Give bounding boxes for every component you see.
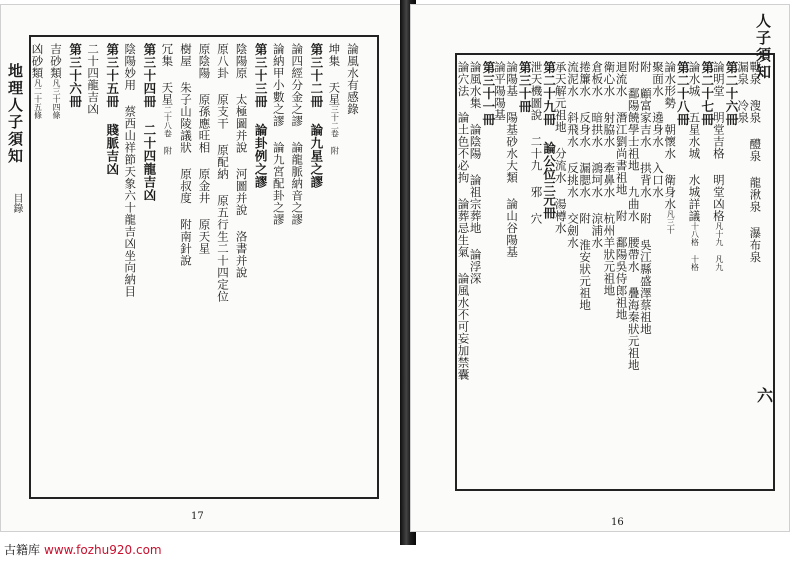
right-column-14 (579, 61, 591, 311)
left-page-number: 17 (191, 511, 204, 522)
right-column-23 (469, 61, 481, 285)
right-column-text: 衛心水 射脇水 牽鼻水 杭州羊狀元祖地 (602, 61, 617, 297)
right-column-annotation: 凡十九 凡九 (714, 222, 724, 271)
left-column-text: 吉砂類 (49, 43, 64, 79)
right-column-text: 論穴法 論土色不必拘 論葬忌生氣 論風水不可妄加禁囊 (456, 61, 471, 381)
right-column-annotation: 凡三十 (666, 210, 676, 234)
right-column-text: 第三十冊 (517, 61, 533, 113)
left-column-7 (217, 43, 229, 303)
left-page (0, 4, 402, 532)
right-corner-mark: 六 (757, 386, 774, 405)
left-column-10 (161, 43, 173, 155)
left-column-4 (272, 43, 284, 226)
right-margin-title: 人子須知 (754, 13, 772, 81)
left-column-text: 第三十四冊 二十四龍吉凶 (141, 43, 157, 202)
right-column-text: 流泥水 斜飛水 反挑水 交劍水 (565, 61, 580, 249)
left-column-16 (50, 43, 62, 119)
right-column-15 (566, 61, 578, 249)
left-column-text: 凶砂類 (30, 43, 45, 79)
left-column-annotation: 三十二卷 附 (330, 105, 340, 155)
left-column-text: 第三十六冊 (67, 43, 83, 108)
right-column-17 (542, 61, 555, 220)
right-column-text: 戰泉 溲泉 醴泉 龍湫泉 瀑布泉 (748, 61, 763, 263)
right-column-22 (481, 61, 494, 126)
left-column-annotation: 凡三十四條 (52, 79, 62, 119)
right-column-text: 迴流水 潛江劉尚書祖地 附 鄱陽吳侍郎祖地 (614, 61, 629, 321)
right-column-19 (518, 61, 531, 113)
right-column-text: 論平陽陽基 (492, 61, 507, 121)
right-column-text: 論水城 五星水城 水城詳議 (687, 61, 702, 222)
left-column-17 (31, 43, 43, 119)
right-column-text: 附 顧富家吉水 拱背水 附 吳江縣盛澤蔡祖地 (638, 61, 653, 335)
left-column-11 (142, 43, 155, 202)
left-column-8 (198, 43, 210, 255)
right-column-text: 第三十一冊 (480, 61, 496, 126)
left-column-text: 第三十三冊 論卦例之謬 (253, 43, 269, 189)
left-margin-title: 地理人子須知 (6, 63, 24, 165)
left-column-text: 二十四龍吉凶 (86, 43, 101, 115)
right-column-10 (627, 61, 639, 371)
right-column-text: 第二十六冊 (724, 61, 740, 126)
left-column-15 (68, 43, 81, 108)
right-column-text: 承天解元祖地 分流水 湯樽水 (553, 61, 568, 234)
right-column-text: 第二十九冊 論公位三元冊 (541, 61, 557, 220)
left-column-9 (179, 43, 191, 267)
right-column-6 (676, 61, 689, 126)
right-column-9 (639, 61, 651, 335)
watermark-site-name: 古籍库 (4, 543, 41, 557)
left-column-annotation: 凡二十五條 (33, 79, 43, 119)
left-column-text: 陰陽妙用 蔡西山祥節天象六十龍吉凶坐向納目 (123, 43, 138, 298)
left-column-2 (309, 43, 322, 189)
left-column-0 (346, 43, 358, 115)
right-column-text: 泄天機圖說 二十九 邪 穴 (529, 61, 544, 225)
left-column-13 (105, 43, 118, 176)
watermark-url[interactable]: www.fozhu920.com (44, 543, 162, 557)
right-column-text: 第二十七冊 (699, 61, 715, 126)
left-column-text: 樹屋 朱子山陵議狀 原叔度 附南針說 (178, 43, 193, 267)
right-column-text: 論風水集 論陰陽 論祖宗葬地 論浮深 (468, 61, 483, 285)
right-page (410, 4, 790, 532)
left-column-text: 第三十二冊 論九星之謬 (308, 43, 324, 189)
right-column-7 (664, 61, 676, 234)
right-column-text: 倉板水 暗拱水 鴻坷水 涼浦水 (590, 61, 605, 249)
right-column-text: 捲簾水 反身水 漏腮水 附 淮安狀元祖地 (578, 61, 593, 311)
right-column-8 (652, 61, 664, 198)
right-column-text: 漏泉 冷泉 (736, 61, 751, 124)
left-column-text: 坤集 天星 (327, 43, 342, 106)
left-column-5 (254, 43, 267, 189)
site-watermark (4, 541, 162, 558)
right-column-2 (725, 61, 738, 126)
left-column-text: 論風水有感錄 (345, 43, 360, 115)
right-column-text: 第二十八冊 (675, 61, 691, 126)
right-column-4 (700, 61, 713, 126)
right-column-text: 論明堂 明堂吉格 明堂凶格 (711, 61, 726, 222)
left-column-text: 論納甲小數之謬 論九宮配卦之謬 (271, 43, 286, 226)
left-column-text: 陰陽原 太極圖并說 河圖并說 洛書并說 (234, 43, 249, 279)
left-column-3 (291, 43, 303, 226)
right-column-text: 附 鄱陽饒學士祖地 九曲水 腰帶水 疊海秦狀元祖地 (626, 61, 641, 371)
right-column-13 (591, 61, 603, 249)
right-page-number: 16 (611, 517, 624, 528)
right-column-0 (749, 61, 761, 263)
right-column-12 (603, 61, 615, 297)
right-column-11 (615, 61, 627, 321)
right-column-text: 論陽基 陽基砂水大類 論山谷陽基 (505, 61, 520, 258)
left-column-text: 冗集 天星 (160, 43, 175, 106)
left-margin-subtitle: 目錄 (11, 193, 22, 213)
left-column-text: 論四經分金之謬 論龍脈納音之謬 (290, 43, 305, 226)
right-column-text: 論水形勢 朝懷水 衛身水 (663, 61, 678, 210)
left-column-annotation: 二十八卷 附 (163, 105, 173, 155)
left-column-1 (328, 43, 340, 155)
right-column-text: 聚面水 遶身水 入口水 (651, 61, 666, 198)
left-column-12 (124, 43, 136, 298)
right-column-20 (506, 61, 518, 258)
left-column-text: 第三十五冊 賤脈吉凶 (104, 43, 120, 176)
right-column-annotation: 十八格 十格 (690, 222, 700, 271)
left-column-text: 原陰陽 原孫應旺相 原金井 原天星 (197, 43, 212, 255)
left-column-6 (235, 43, 247, 279)
left-column-text: 原八卦 原支干 原配納 原五行生二十四定位 (216, 43, 231, 303)
left-column-14 (87, 43, 99, 115)
right-column-24 (457, 61, 469, 381)
